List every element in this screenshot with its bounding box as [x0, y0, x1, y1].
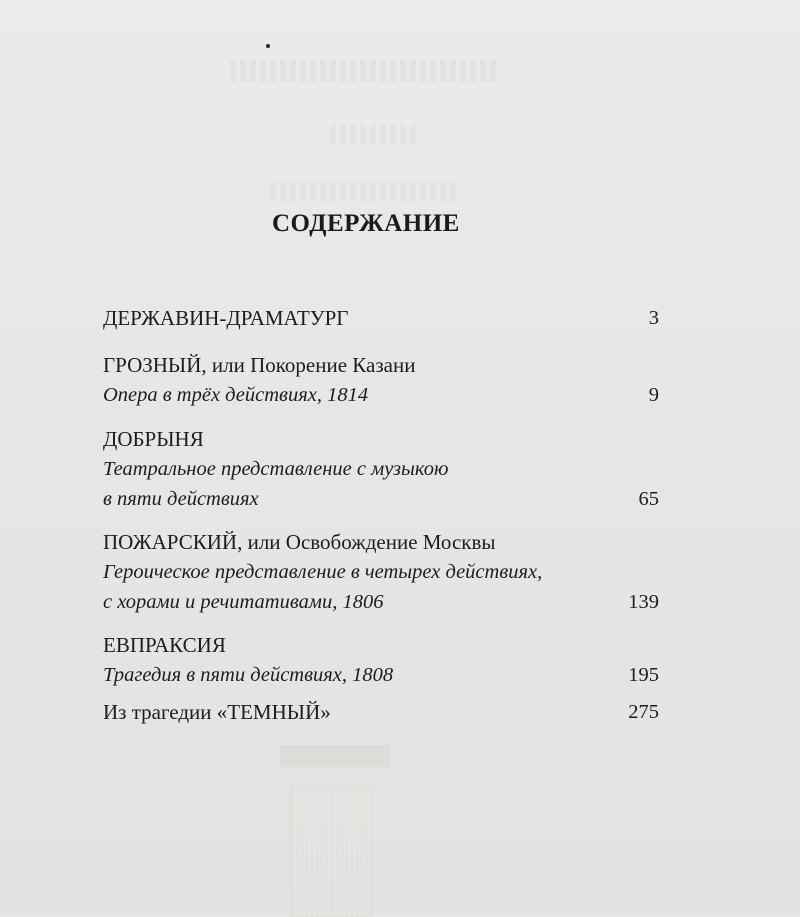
- toc-text-run: Героическое представление в четырех действиях,: [103, 561, 543, 583]
- toc-entry-title: [103, 527, 659, 557]
- speck-mark: [266, 44, 270, 48]
- toc-entry-subtitle: [103, 557, 659, 587]
- toc-text-run: Театральное представление с музыкою: [103, 458, 449, 480]
- toc-text-run: Трагедия в пяти действиях, 1808: [103, 664, 394, 686]
- toc-text-run: ПОЖАРСКИЙ: [103, 530, 238, 554]
- toc-entry-title: [103, 697, 659, 727]
- bleed-through-texture: [330, 125, 420, 145]
- toc-text-run: Опера в трёх действиях, 1814: [103, 384, 369, 406]
- toc-text-run: с хорами и речитативами, 1806: [103, 591, 384, 613]
- toc-entry-title: [103, 350, 659, 380]
- toc-entry-subtitle: [103, 484, 659, 514]
- toc-entry-subtitle: [103, 380, 659, 410]
- toc-entry-subtitle: [103, 587, 659, 617]
- toc-page-number: 275: [628, 701, 659, 723]
- toc-entry-subtitle: [103, 454, 659, 484]
- toc-page-number: 3: [648, 307, 659, 329]
- toc-text-run: Из трагедии «ТЕМНЫЙ»: [103, 700, 331, 724]
- toc-entry: [103, 697, 659, 727]
- toc-page-number: 65: [638, 488, 659, 510]
- toc-entry: [103, 350, 659, 410]
- toc-entry: [103, 303, 659, 333]
- toc-page-number: 139: [628, 591, 659, 613]
- bleed-through-texture: [270, 182, 460, 202]
- toc-text-run: ЕВПРАКСИЯ: [103, 633, 226, 657]
- toc-entry-title: [103, 424, 659, 454]
- toc-entry-title: [103, 630, 659, 660]
- toc-text-run: ГРОЗНЫЙ: [103, 353, 202, 377]
- page-title: СОДЕРЖАНИЕ: [272, 210, 460, 237]
- bleed-through-texture: [230, 60, 500, 82]
- bleed-through-stamp: [290, 785, 372, 917]
- toc-text-run: ДЕРЖАВИН-ДРАМАТУРГ: [103, 306, 349, 330]
- toc-text-run: в пяти действиях: [103, 488, 259, 510]
- toc-text-run: , или Освобождение Москвы: [237, 530, 496, 554]
- toc-page-number: 9: [648, 384, 659, 406]
- toc-entry: [103, 527, 659, 617]
- toc-text-run: , или Покорение Казани: [201, 353, 416, 377]
- toc-entry: [103, 424, 659, 514]
- toc-entry: [103, 630, 659, 690]
- toc-entry-title: [103, 303, 659, 333]
- toc-text-run: ДОБРЫНЯ: [103, 427, 204, 451]
- bleed-through-texture: [280, 745, 390, 767]
- toc-page-number: 195: [628, 664, 659, 686]
- toc-entry-subtitle: [103, 660, 659, 690]
